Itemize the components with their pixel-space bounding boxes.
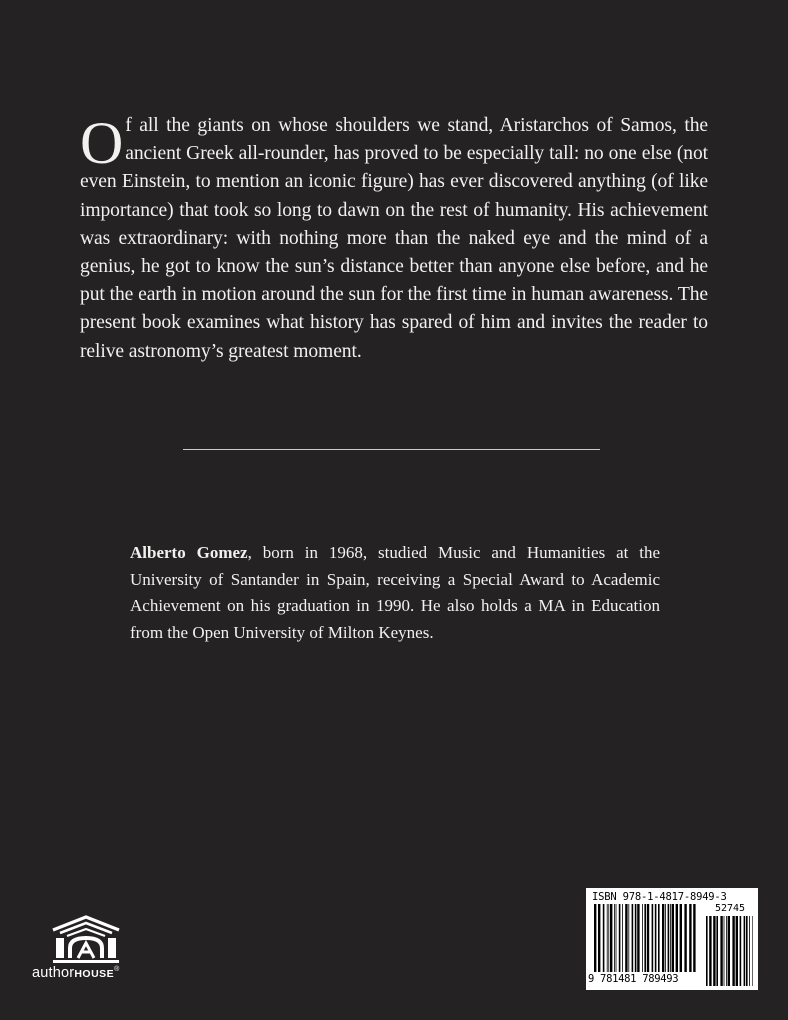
- publisher-name-suffix: HOUSE: [74, 968, 115, 980]
- barcode-bar: [670, 904, 671, 972]
- barcode-bar: [628, 904, 629, 972]
- barcode-bar: [746, 916, 748, 986]
- publisher-logotype: [32, 965, 120, 981]
- barcode-bar: [665, 904, 666, 972]
- barcode-bar: [749, 916, 750, 986]
- barcode-bar: [713, 916, 715, 986]
- back-cover-blurb: [80, 112, 708, 366]
- divider-rule: [183, 449, 600, 450]
- barcode-bar: [647, 904, 649, 972]
- barcode-bar: [740, 916, 742, 986]
- barcode-bar: [616, 904, 617, 972]
- author-name: Alberto Gomez: [130, 543, 248, 562]
- barcode-bar: [744, 916, 746, 986]
- barcode-bar: [689, 904, 691, 972]
- barcode-bar: [724, 916, 725, 986]
- barcode-digits: 9 781481 789493: [588, 973, 679, 985]
- barcode-bar: [614, 904, 615, 972]
- barcode-bar: [720, 916, 722, 986]
- author-bio-text: , born in 1968, studied Music and Humanities at the University of Santander in Spain, receiving a Special Award to Academic Achievement on his graduation in 1990. He also holds a MA in Education from the Open University of Milton Keynes.: [130, 543, 661, 642]
- barcode-bar: [693, 904, 695, 972]
- barcode-bar: [607, 904, 608, 972]
- isbn-barcode: [586, 888, 758, 990]
- barcode-bar: [619, 904, 621, 972]
- blurb-text: f all the giants on whose shoulders we stand, Aristarchos of Samos, the ancient Greek all-rounder, has proved to be especially tall: no one else (not even Einstein, to mention an iconic figure) has ever discovered anything (of like importance) that took so long to dawn on the rest of humanity. His achievement was extraordinary: with nothing more than the naked eye and the mind of a genius, he got to know the sun’s distance better than anyone else before, and he put the earth in motion around the sun for the first time in human awareness. The present book examines what history has spared of him and invites the reader to relive astronomy’s greatest moment.: [80, 115, 708, 362]
- barcode-bar: [672, 904, 674, 972]
- drop-cap: O: [80, 110, 124, 176]
- barcode-bar: [632, 904, 634, 972]
- barcode-bar: [652, 904, 654, 972]
- barcode-bar: [728, 916, 730, 986]
- barcode-bar: [658, 904, 660, 972]
- author-bio: [130, 540, 660, 646]
- barcode-bar: [662, 904, 664, 972]
- barcode-bar: [706, 916, 708, 986]
- barcode-bar: [736, 916, 738, 986]
- price-code: 52745: [714, 903, 746, 914]
- barcode-bar: [598, 904, 600, 972]
- barcode-bar: [684, 904, 686, 972]
- barcode-bar: [709, 916, 711, 986]
- barcode-bar: [726, 916, 727, 986]
- barcode-bar: [603, 904, 605, 972]
- barcode-bar: [608, 904, 609, 972]
- barcode-bar: [716, 916, 718, 986]
- barcode-bar: [622, 904, 623, 972]
- barcode-bar: [610, 904, 612, 972]
- barcode-bar: [680, 904, 682, 972]
- barcode-bar: [655, 904, 657, 972]
- isbn-label: ISBN 978-1-4817-8949-3: [592, 891, 727, 903]
- barcode-bar: [594, 904, 596, 972]
- barcode-bar: [732, 916, 734, 986]
- barcode-bar: [668, 904, 670, 972]
- barcode-bar: [644, 904, 646, 972]
- barcode-bar: [637, 904, 639, 972]
- barcode-bar: [642, 904, 643, 972]
- publisher-name-prefix: author: [32, 965, 75, 981]
- barcode-bar: [635, 904, 637, 972]
- barcode-bar: [676, 904, 678, 972]
- registered-mark: ®: [114, 966, 120, 974]
- barcode-bar: [625, 904, 627, 972]
- barcode-bar: [752, 916, 753, 986]
